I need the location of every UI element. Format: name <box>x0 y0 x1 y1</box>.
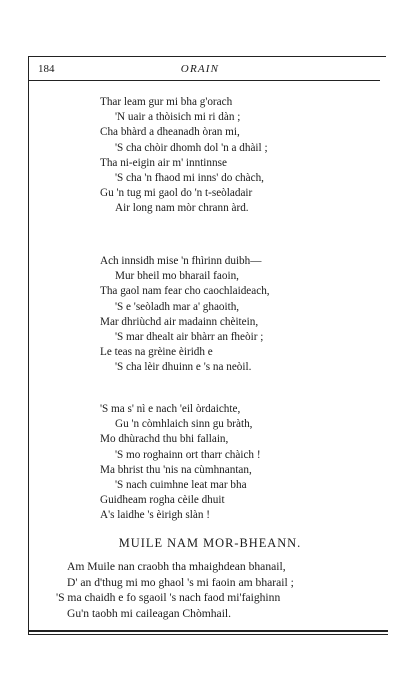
poem-line: 'S ma s' nì e nach 'eil òrdaichte, <box>100 403 241 415</box>
poem-line: 'S nach cuimhne leat mar bha <box>115 479 247 492</box>
poem-line: Ma bhrist thu 'nis na cùmhnantan, <box>100 463 252 476</box>
running-title: ORAIN <box>180 63 220 75</box>
poem-line: 'S cha lèir dhuinn e 's na neòil. <box>115 361 252 374</box>
poem-line: Am Muile nan craobh tha mhaighdean bhanail, <box>67 560 286 573</box>
frame-bottom-rule <box>28 630 388 632</box>
frame-bottom-rule-thin <box>28 634 388 635</box>
poem-line: Ach innsidh mise 'n fhìrinn duibh— <box>100 255 262 267</box>
poem-line: Mur bheil mo bharail faoin, <box>115 270 239 283</box>
poem-line: Tha ni-eigin air m' inntinnse <box>100 156 227 169</box>
page-number: 184 <box>38 63 55 75</box>
poem-line: Gu 'n tug mi gaol do 'n t-seòladair <box>100 187 253 200</box>
poem-line: 'S mar dhealt air bhàrr an fheòir ; <box>115 331 264 344</box>
poem-line: 'N uair a thòisich mi ri dàn ; <box>115 111 241 124</box>
stanza-3 <box>100 402 390 524</box>
poem-line: Gu 'n còmhlaich sinn gu bràth, <box>115 418 253 431</box>
poem-line: 'S ma chaidh e fo sgaoil 's nach faod mi'faighinn <box>56 591 281 604</box>
poem-line: Guidheam rogha cèile dhuit <box>100 494 225 507</box>
poem-line: A's laidhe 's èirigh slàn ! <box>100 509 210 522</box>
poem-line: Tha gaol nam fear cho caochlaideach, <box>100 285 270 298</box>
header-rule <box>28 80 380 81</box>
poem-2-stanza <box>56 559 391 621</box>
stanza-2 <box>100 254 390 376</box>
poem-line: Gu'n taobh mi caileagan Chòmhail. <box>67 606 232 620</box>
poem-line: 'S e 'seòladh mar a' ghaoith, <box>115 300 240 313</box>
poem-line: Thar leam gur mi bha g'orach <box>100 96 233 108</box>
poem-line: 'S cha 'n fhaod mi inns' do chàch, <box>115 172 264 185</box>
stanza-1 <box>100 95 390 217</box>
poem-line: Cha bhàrd a dheanadh òran mi, <box>100 126 240 139</box>
frame-top-rule <box>28 56 386 57</box>
poem-line: Mo dhùrachd thu bhi fallain, <box>100 433 229 446</box>
section-title: MUILE NAM MOR-BHEANN. <box>118 536 302 550</box>
poem-line: Mar dhriùchd air madainn chèitein, <box>100 315 259 328</box>
poem-line: Le teas na grèine èiridh e <box>100 346 213 359</box>
poem-line: 'S mo roghainn ort tharr chàich ! <box>115 448 261 461</box>
poem-line: D' an d'thug mi mo ghaol 's mi faoin am bharail ; <box>67 575 294 589</box>
poem-line: Air long nam mòr chrann àrd. <box>115 202 249 215</box>
poem-line: 'S cha chòir dhomh dol 'n a dhàil ; <box>115 141 268 154</box>
